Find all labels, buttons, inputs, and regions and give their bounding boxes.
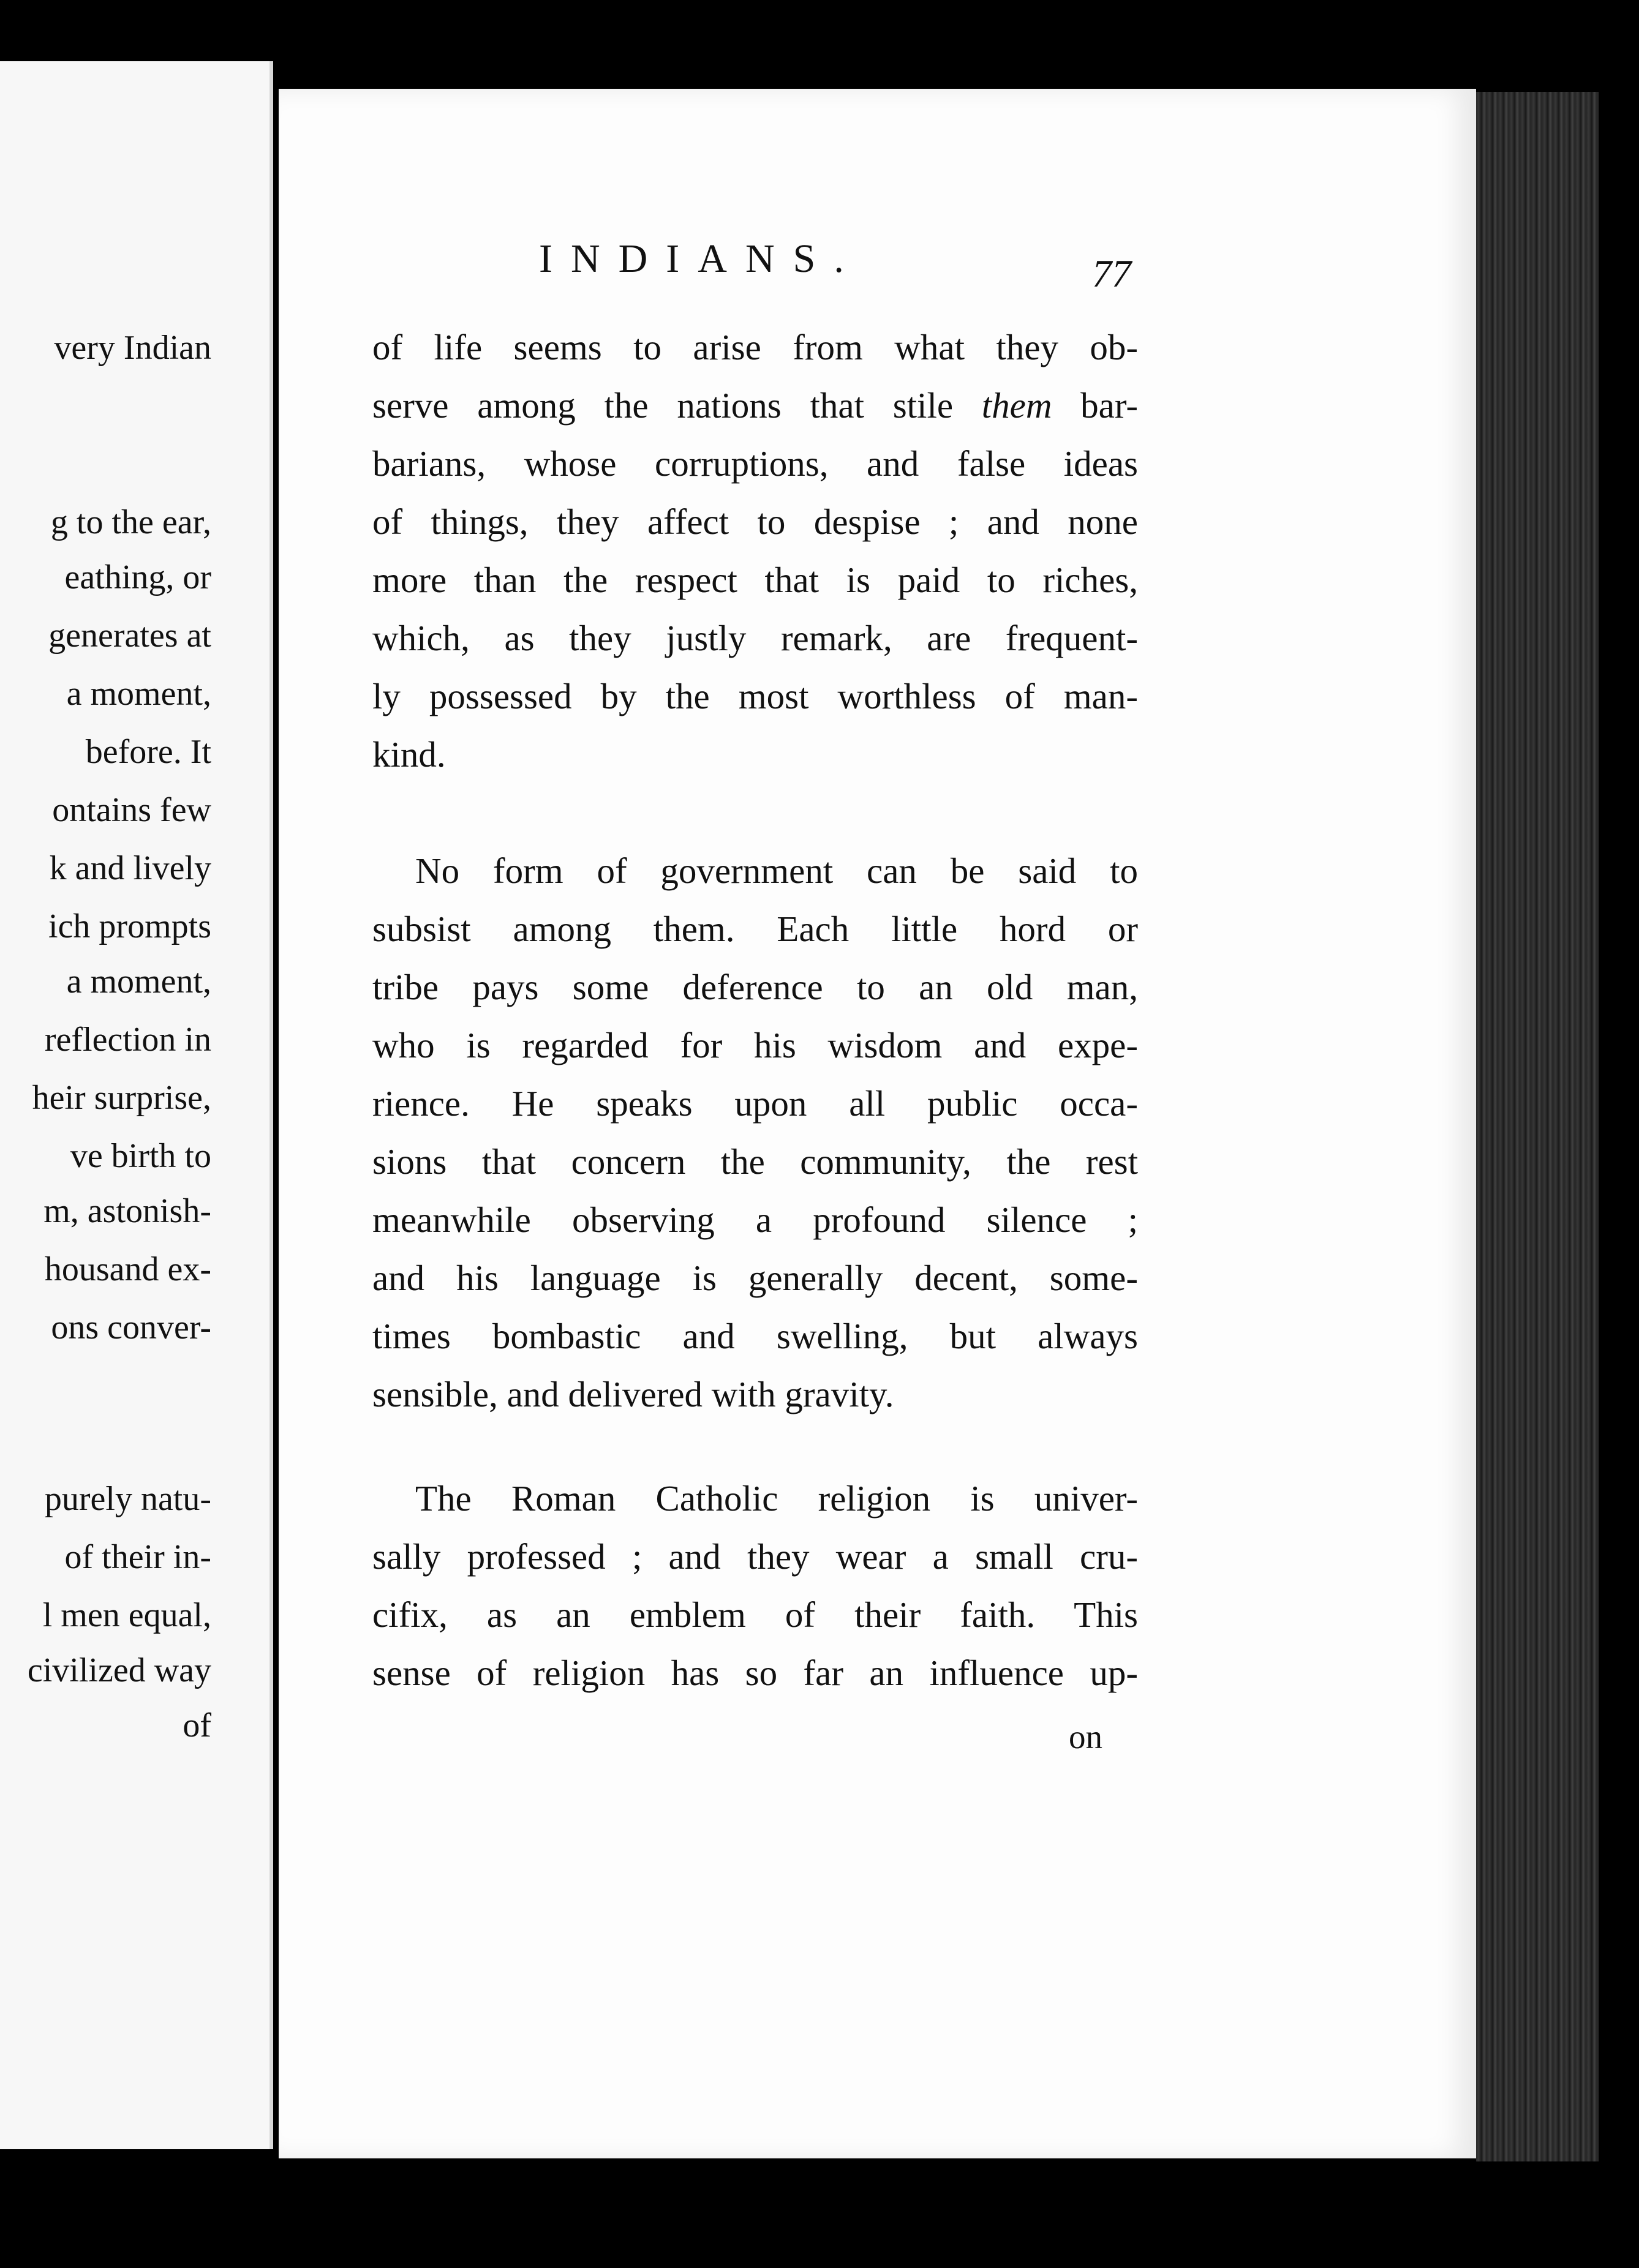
text-line: of things, they affect to despise ; and none [372,501,1138,542]
left-page-line: very Indian [54,329,211,367]
text-line: and his language is generally decent, some- [372,1258,1138,1298]
running-head: INDIANS. [539,236,862,281]
text-line: which, as they justly remark, are frequent- [372,618,1138,658]
text-line: No form of government can be said to [415,850,1138,891]
left-page-line: a moment, [66,963,211,1001]
left-page-line: before. It [85,733,211,771]
left-page-line: of their in- [64,1538,211,1576]
text-line: tribe pays some deference to an old man, [372,967,1138,1007]
left-page-line: ve birth to [70,1137,211,1175]
book-edge [1476,92,1599,2161]
catchword: on [1069,1718,1102,1755]
left-page-line: a moment, [66,675,211,713]
left-page-line: purely natu- [44,1480,211,1518]
paragraph-2 [372,842,1138,1424]
left-page-line: reflection in [44,1021,211,1059]
left-page-text [0,61,269,2149]
left-page-line: eathing, or [64,558,211,596]
left-page-line: g to the ear, [50,503,211,541]
paragraph-3 [372,1470,1138,1702]
text-line: subsist among them. Each little hord or [372,909,1138,949]
text-line: barians, whose corruptions, and false ideas [372,443,1138,484]
text-line: The Roman Catholic religion is univer- [415,1478,1138,1519]
left-page-line: housand ex- [44,1250,211,1288]
text-line: serve among the nations that stile them bar- [372,385,1138,426]
text-line: sensible, and delivered with gravity. [372,1374,894,1414]
text-line: sions that concern the community, the rest [372,1141,1138,1182]
left-page-line: ich prompts [48,907,211,945]
left-page-line: heir surprise, [32,1079,211,1117]
left-page-line: civilized way [27,1651,211,1689]
text-line: more than the respect that is paid to riches, [372,560,1138,600]
text-line: cifix, as an emblem of their faith. This [372,1594,1138,1635]
left-page [0,61,273,2149]
left-page-line: ontains few [52,791,211,829]
text-line: ly possessed by the most worthless of man- [372,676,1138,716]
text-line: times bombastic and swelling, but always [372,1316,1138,1356]
text-line: who is regarded for his wisdom and expe- [372,1025,1138,1065]
page-number: 77 [1092,252,1131,295]
paragraph-1 [372,318,1138,784]
emphasis-them: them [981,385,1052,426]
text-line: of life seems to arise from what they ob- [372,327,1138,367]
text-line: kind. [372,734,446,775]
left-page-line: k and lively [49,849,211,887]
text-line: sense of religion has so far an influence up- [372,1653,1138,1693]
text-line: meanwhile observing a profound silence ; [372,1200,1138,1240]
left-page-line: l men equal, [42,1596,211,1634]
left-page-line: ons conver- [51,1309,211,1346]
left-page-line: generates at [48,617,211,655]
left-page-line: of [183,1707,211,1744]
text-line: rience. He speaks upon all public occa- [372,1083,1138,1124]
text-line: sally professed ; and they wear a small cru- [372,1536,1138,1577]
left-page-line: m, astonish- [43,1192,211,1230]
